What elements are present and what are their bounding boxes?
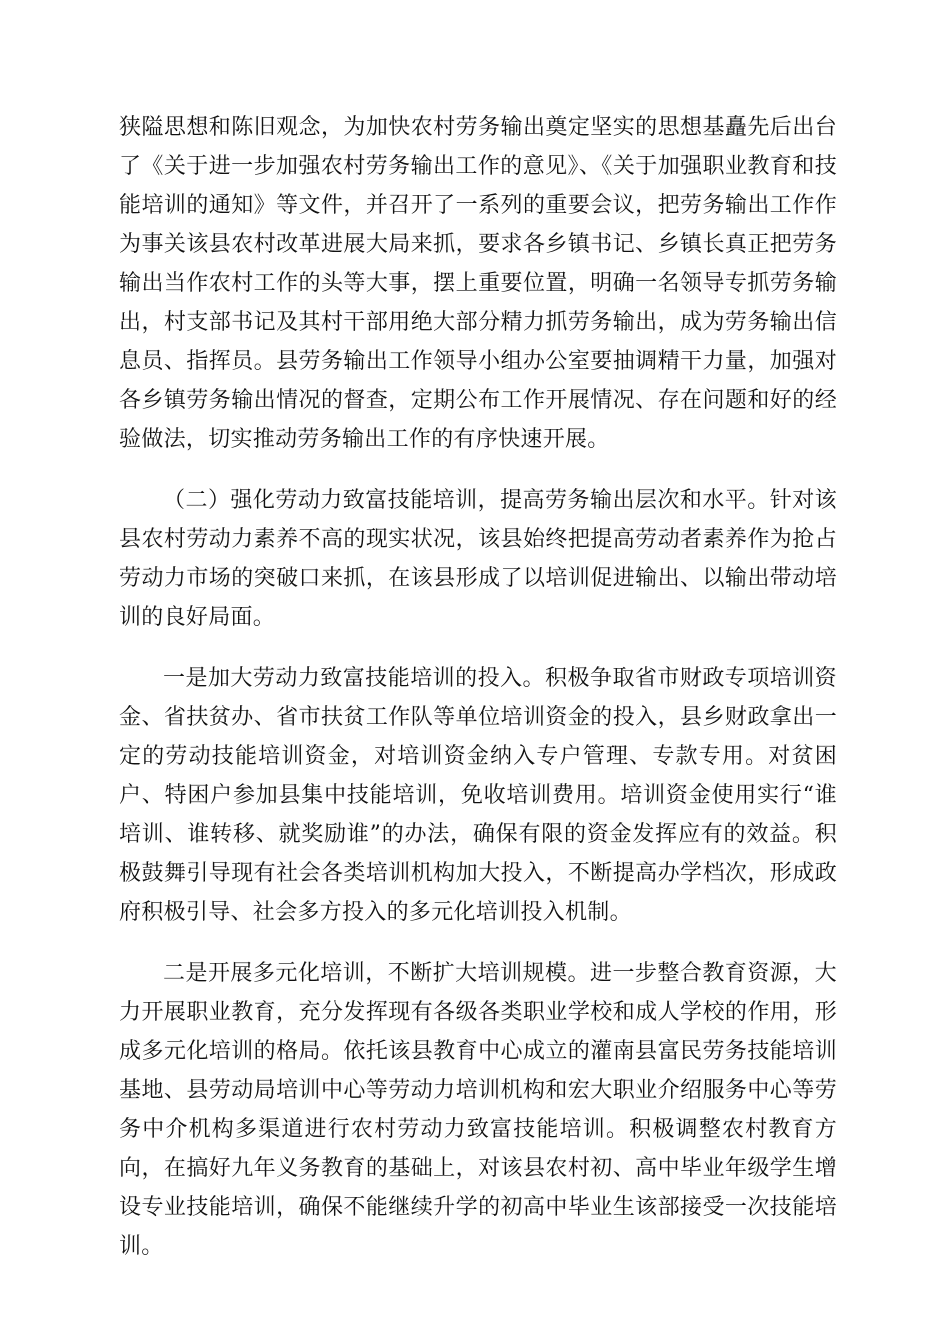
paragraph-2: （二）强化劳动力致富技能培训，提高劳务输出层次和水平。针对该县农村劳动力素养不高的现实状况，该县始终把提高劳动者素养作为抢占劳动力市场的突破口来抓，在该县形成了以培训促进输出、以输出带动培训的良好局面。 (119, 488, 837, 630)
document-body (119, 108, 837, 1288)
paragraph-1: 狭隘思想和陈旧观念，为加快农村劳务输出奠定坚实的思想基矗先后出台了《关于进一步加强农村劳务输出工作的意见》、《关于加强职业教育和技能培训的通知》等文件，并召开了一系列的重要会议，把劳务输出工作作为事关该县农村改革进展大局来抓，要求各乡镇书记、乡镇长真正把劳务输出当作农村工作的头等大事，摆上重要位置，明确一名领导专抓劳务输出，村支部书记及其村干部用绝大部分精力抓劳务输出，成为劳务输出信息员、指挥员。县劳务输出工作领导小组办公室要抽调精干力量，加强对各乡镇劳务输出情况的督查，定期公布工作开展情况、存在问题和好的经验做法，切实推动劳务输出工作的有序快速开展。 (119, 115, 837, 452)
paragraph-4: 二是开展多元化培训，不断扩大培训规模。进一步整合教育资源，大力开展职业教育，充分发挥现有各级各类职业学校和成人学校的作用，形成多元化培训的格局。依托该县教育中心成立的灌南县富民劳务技能培训基地、县劳动局培训中心等劳动力培训机构和宏大职业介绍服务中心等劳务中介机构多渠道进行农村劳动力致富技能培训。积极调整农村教育方向，在搞好九年义务教育的基础上，对该县农村初、高中毕业年级学生增设专业技能培训，确保不能继续升学的初高中毕业生该部接受一次技能培训。 (119, 961, 837, 1259)
paragraph-3: 一是加大劳动力致富技能培训的投入。积极争取省市财政专项培训资金、省扶贫办、省市扶贫工作队等单位培训资金的投入，县乡财政拿出一定的劳动技能培训资金，对培训资金纳入专户管理、专款专用。对贫困户、特困户参加县集中技能培训，免收培训费用。培训资金使用实行“谁培训、谁转移、就奖励谁”的办法，确保有限的资金发挥应有的效益。积极鼓舞引导现有社会各类培训机构加大投入，不断提高办学档次，形成政府积极引导、社会多方投入的多元化培训投入机制。 (119, 666, 837, 925)
